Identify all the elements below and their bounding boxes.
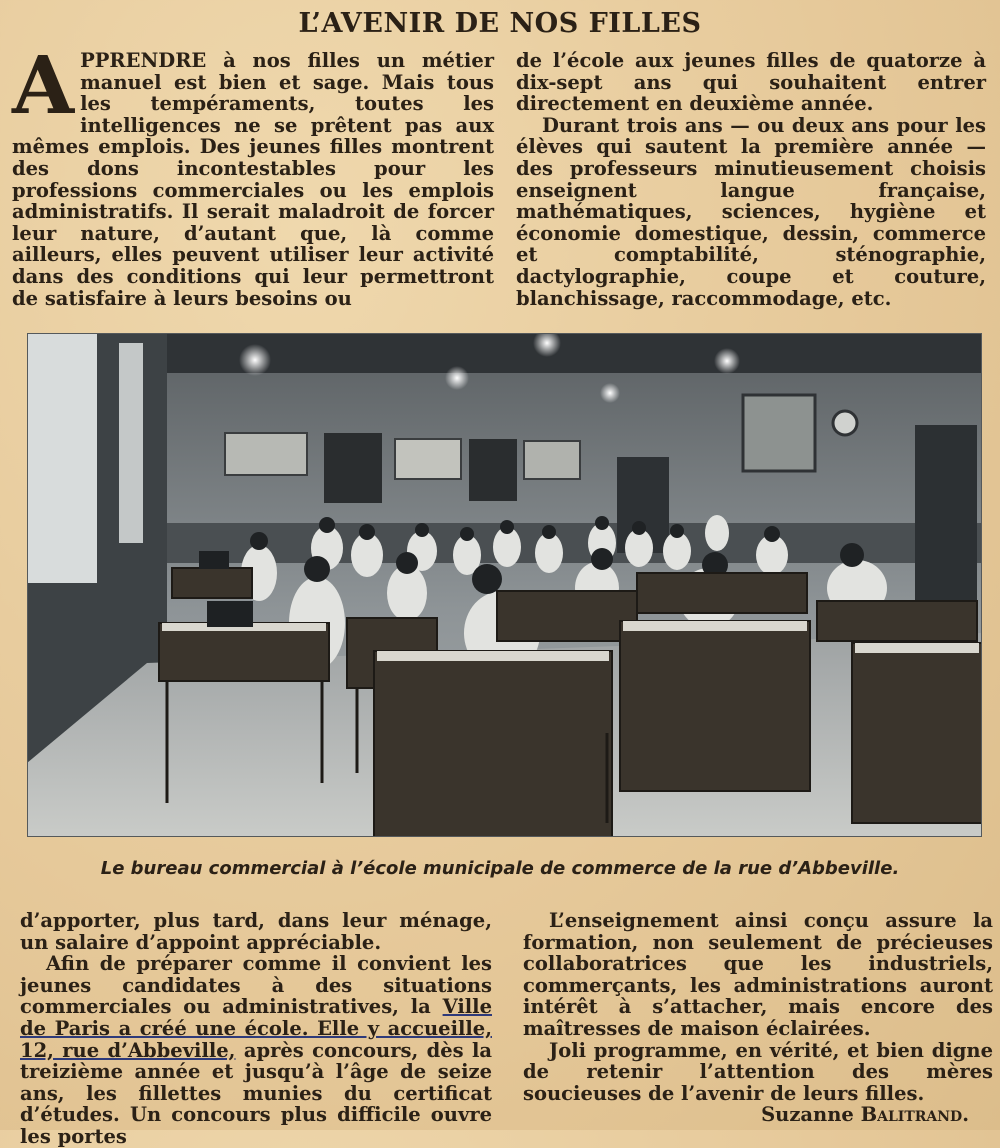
article-title: L’AVENIR DE NOS FILLES: [298, 8, 702, 39]
paragraph-school-text-b: après concours, dès la treizième année et jusqu’à l’âge de seize ans, les fillettes munies du certificat d’études. Un concours plus difficile ouvre les portes: [20, 1038, 492, 1148]
author-signature: [523, 1104, 969, 1126]
signature-last-name: Balitrand.: [860, 1103, 969, 1127]
lead-in-caps: PPRENDRE: [80, 49, 207, 72]
paragraph-school: [20, 953, 492, 1147]
paragraph-curriculum: Durant trois ans — ou deux ans pour les élèves qui sautent la première année — des professeurs minutieusement choisis enseignent langue française, mathématiques, sciences, hygiène et économie domestique, dessin, commerce et comptabilité, sténographie, dactylographie, coupe et couture, blanchissage, raccommodage, etc.: [516, 113, 986, 310]
column-bottom-left: [20, 910, 492, 1148]
signature-first-name: Suzanne: [761, 1103, 854, 1127]
paragraph-intro: [12, 38, 494, 310]
paragraph-salary: d’apporter, plus tard, dans leur ménage, un salaire d’appoint appréciable.: [20, 909, 492, 954]
classroom-photo: [27, 333, 982, 837]
paragraph-admission: de l’école aux jeunes filles de quatorze à dix-sept ans qui souhaitent entrer directement en deuxième année.: [516, 49, 986, 116]
column-top-left: [12, 38, 494, 310]
paragraph-intro-text: à nos filles un métier manuel est bien et sage. Mais tous les tempéraments, toutes les intelligences ne se prêtent pas aux mêmes emplois. Des jeunes filles montrent des dons incontestables pour les professions commerciales ou les emplois administratifs. Il serait maladroit de forcer leur nature, d’autant que, là comme ailleurs, elles peuvent utiliser leur activité dans des conditions qui leur permettront de satisfaire à leurs besoins ou: [12, 49, 494, 310]
paragraph-school-text-a: Afin de préparer comme il convient les jeunes candidates à des situations commerciales ou administratives, la: [20, 952, 492, 1019]
column-bottom-right: [523, 910, 993, 1126]
column-top-right: [516, 50, 986, 309]
underlined-address: Ville de Paris a créé une école. Elle y accueille, 12, rue d’Abbeville,: [20, 995, 492, 1062]
photo-caption: Le bureau commercial à l’école municipale de commerce de la rue d’Abbeville.: [100, 858, 900, 879]
paragraph-teaching: L’enseignement ainsi conçu assure la formation, non seulement de précieuses collaboratrices que les industriels, commerçants, les administrations auront intérêt à s’attacher, mais encore des maîtresses de maison éclairées.: [523, 909, 993, 1040]
drop-cap: A: [12, 38, 75, 132]
paragraph-conclusion: Joli programme, en vérité, et bien digne de retenir l’attention des mères soucieuses de l’avenir de leurs filles.: [523, 1038, 993, 1105]
